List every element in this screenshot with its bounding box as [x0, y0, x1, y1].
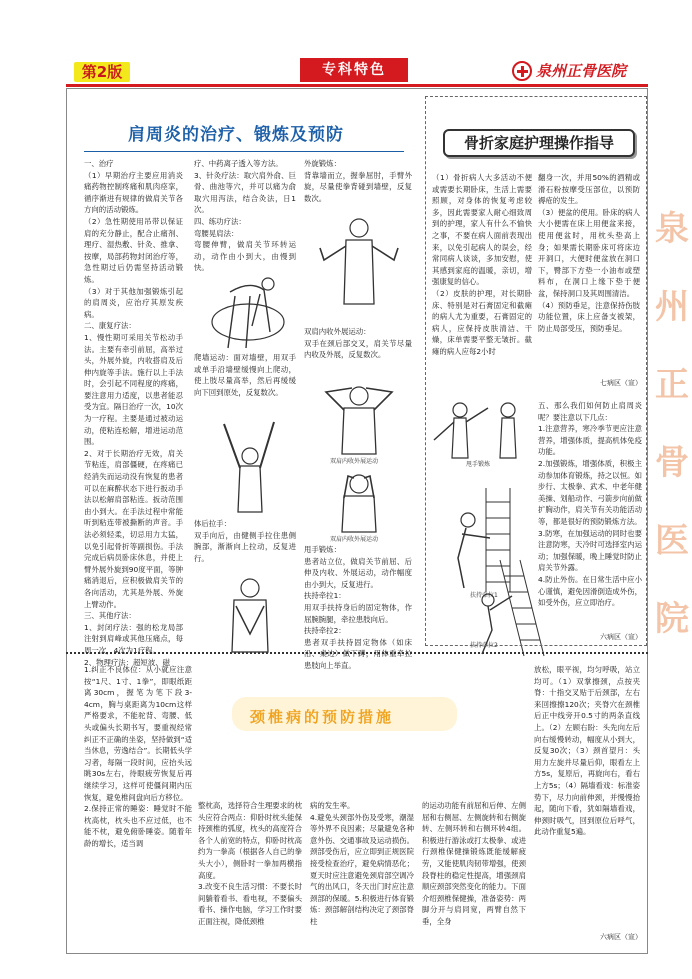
figure-external-rotation: [314, 214, 404, 304]
article1-col3c: 甩手锻炼： 患者站立位，做肩关节前屈、后伸及内收、外展运动，动作幅度由小到大，反复进行。 扶持牵拉1： 用双手扶持身后的固定物体，作屈腕腕腿，牵拉患肢向后。 扶持牵拉2： 患者双手扶持固定物体（如床沿、桌边）做下蹲，用体重牵拉患肢向上举直。: [304, 545, 412, 670]
hospital-logo: 泉州正骨医院: [536, 62, 627, 80]
article3-col3: 病的发生率。 4.避免头颈部外伤及受寒，潮湿等外界不良因素；尽量避免各种意外伤、交通事故及运动损伤。颈部受伤后，应立即到正规医院接受检查治疗，避免病情恶化；夏天时应注意避免颈肩部空调冷气的出风口，冬天出门时应注意颈部的保暖。5.积极进行体育锻炼：颈部解剖结构决定了颈部脊柱: [310, 801, 414, 926]
article2-signature: 七病区（宣）: [600, 379, 642, 387]
article1-title-rule: [84, 151, 404, 152]
caption-arm-swing: 甩手锻炼: [466, 461, 491, 468]
edition-badge: 第2版: [74, 62, 130, 82]
caption-bar-pull-2: 扶持牵拉2: [470, 642, 498, 649]
caption-adduction-2: 双肩内收外展运动: [330, 536, 379, 543]
red-cross-icon: [512, 61, 532, 81]
article3-col1: 1.纠正不良体位：从小就应注意按“1尺、1寸、1拳”，即眼纸距离30cm，握笔为笔下段3-4cm，胸与桌距离为10cm这样严格要求，不能驼背、弯腰、低头或偏头长期书写，要重视经常纠正不正确的坐姿，坚持做到“适当休息，劳逸结合”。长期低头学习者，每隔一段时间，应抬头远眺30s左右，待眼疲劳恢复后再继续学习，这样可使僵间期内压恢复，避免椎间盘向后方移位。 2.保持正常的睡姿：睡觉时不能枕高枕，枕头也不应过低，也不能不枕，避免俯卧睡姿。随着年龄的增长，适当调: [84, 665, 192, 848]
article1-signature: 六病区（宣）: [600, 633, 642, 641]
article2-title: 骨折家庭护理操作指导: [443, 129, 635, 157]
figure-shoulder-adduction-1: [314, 372, 404, 454]
article1-prevention: 五、那么我们如何防止肩周炎呢？要注意以下几点： 1.注意营养，寒冷季节更应注意营养，增强体质，提高机体免疫功能。 2.加强锻炼，增强体质，积极主动参加体育锻炼，持之以恒。如步行、太极拳、武术、中老年健美操、划船动作、弓箭步向前做扩胸动作，肩关节有关功能活动等，都是很好的预防锻炼方法。 3.防寒，在加强运动的同时也要注意防寒，天冷时可选择室内运动；加强保暖，晚上睡觉时防止肩关节外露。 4.防止外伤。在日常生活中应小心谨慎，避免因滑倒造成外伤，如受外伤，应立即治疗。: [538, 401, 642, 608]
section-divider: [66, 652, 648, 660]
section-banner: 专科特色: [300, 58, 408, 82]
article3-col4: 的运动功能有前屈和后伸、左侧屈和右侧屈、左侧旋转和右侧旋转、左侧环转和右侧环转4组。积极进行游泳或打太极拳、或进行颈椎保健操锻炼既能缓解疲劳，又能使肌肉韧带增强，使颈段脊柱的稳定性提高，增强颈肩顺应颈部突然变化的能力。下面介绍颈椎保健操，准备姿势：两脚分开与肩同宽，两臂自然下垂，全身: [422, 801, 526, 926]
caption-bar-pull-1: 扶持牵拉1: [470, 592, 498, 599]
caption-adduction-1: 双肩内收外展运动: [330, 458, 379, 465]
article3-col2: 整枕高，选择符合生理要求的枕头应符合两点：仰卧时枕头能保持颈椎的弧度，枕头的高度符合各个人前宽的特点，仰卧时枕高约为一拳高（根据各人自己的拳头大小），侧卧时一拳加两横指高度。 3.改变不良生活习惯：不要长时间躺着看书、看电视，不要偏头看书、操作电脑，学习工作时要正面注视，降低颈椎: [198, 801, 302, 926]
figure-wall-climb: [210, 420, 290, 516]
figure-back-pull: [210, 576, 290, 652]
figure-shoulder-adduction-2: [314, 466, 404, 532]
article1-col3a: 外旋锻炼： 背靠墙而立，握拳屈肘，手臂外旋，尽量使拳背碰到墙壁，反复数次。: [304, 159, 412, 203]
article1-col3b: 双肩内收外展运动： 双手在颈后部交叉，肩关节尽量内收及外展，反复数次。: [304, 327, 412, 360]
article1-title: 肩周炎的治疗、锻炼及预防: [128, 125, 344, 145]
article1-col1: 一、治疗 （1）早期治疗主要应用消炎痛药物控制疼痛和肌肉痉挛，循序渐进有规律的做肩关节各方向的活动锻炼。 （2）急性期使用吊带以保证肩的充分静止，配合止痛剂、理疗、湿热敷、针灸、推拿、按摩，局部药物封闭治疗等，急性期过后仍需坚持活动锻炼。 （3）对于其他加强锻炼引起的肩周炎，应治疗其原发疾病。 二、康复疗法： 1、慢性期可采用关节松动手法。主要有牵引前屈，高举过头，外展外旋，内收搭肩及后伸内旋等手法。施行以上手法时，会引起不同程度的疼痛，要注意用力适度，以患者能忍受为宜。隔日治疗一次，10次为一疗程。主要是通过被动运动，使粘连松解，增进运动范围。 2、对于长期治疗无效，肩关节粘连，肩部僵硬，在疼痛已经消失而运动没有恢复的患者可以在麻醉状态下进行扳动手法以松解肩部粘连。扳动范围由小到大。在手法过程中常能听到粘连带被撕断的声音。手法必须轻柔，切忌用力太猛，以免引起骨折等副损伤。手法完成后病员卧床休息，并使上臂外展外旋到90度平面，等肿痛消退后，应积极做肩关节的各向活动，尤其是外展、外旋上臂动作。 三、其他疗法： 1、封闭疗法：强的松龙局部注射到肩峰或其他压痛点，每周一次，4次为1疗程。 2、物理疗法：超短波、磁: [84, 159, 183, 667]
article2-col1: （1）骨折病人大多活动不便或需要长期卧床，生活上需要照顾，对身体的恢复考虑较多，因此需要家人耐心细致周到的护理，家人有什么不愉快之事，不要在病人面前表现出来，以免引起病人的误会，经常同病人谈谈，多加安慰，使其感到家庭的温暖，亲切，增强康复的信心。 （2）皮肤的护理，对长期卧床、特别是对石膏固定和截瘫的病人尤为重要，石膏固定的病人，应保持皮肤清洁、干燥，床单需要平整无皱折。截瘫的病人应每2小时: [432, 173, 532, 356]
article1-col2c: 体后拉手： 双手向后，由健侧手拉住患侧腕部，渐渐向上拉动，反复进行。: [194, 519, 296, 563]
header-rule: [66, 84, 648, 87]
right-edge-decoration: 泉州正骨医院: [655, 209, 689, 639]
article1-col2b: 爬墙运动：面对墙壁，用双手或单手沿墙壁缓慢向上爬动，使上肢尽量高举，然后再缓缓向下回到原处，反复数次。: [194, 353, 296, 397]
article3-signature: 六病区（宣）: [600, 933, 642, 941]
article2-col2: 翻身一次，并用50%的酒精或滑石粉按摩受压部位，以预防褥疮的发生。 （3）便盆的使用。卧床的病人大小便需在床上用便盆来接，使用便盆时，用枕头垫高上身；如果需长期卧床可将床边开洞口，大便时便盆放在洞口下，臀部下方垫一小油布或塑料布，在洞口上缘下垫于便盆，保持洞口及其周围清洁。 （4）预防垂足，注意保持伤肢功能位置，床上应备支被架，防止局部受压，预防垂足。: [538, 173, 640, 333]
figure-bend-swing: [200, 262, 296, 350]
article3-title: 颈椎病的预防措施: [250, 708, 395, 726]
article3-col5: 放松，眼平视，均匀呼吸，站立均可。（1）双掌擦颈，点按夹脊：十指交叉贴于后颈部，左右来回擦擦120次；夹脊穴在颈椎后正中线旁开0.5寸的两条直线上。（2）左顾右盼：头先向左后向右缓慢转动，幅度从小到大，反复30次；（3）颈首望月：头用力左旋并尽量后仰，眼看左上方5s，复原后，再旋向右，看右上方5s；（4）隔墙看戏：标准姿势下，尽力向前伸颈，并慢慢抬起，随向下看，犹如隔墙看戏，伸颈时吸气，回到原位后呼气，此动作重复5遍。: [534, 665, 640, 837]
article1-col2: 疗、中药离子透入等方法。 3、针灸疗法：取穴肩外俞、巨骨、曲池等穴，并可以痛为俞取穴用泻法，结合灸法，日1次。 四、练功疗法： 弯腰晃肩法： 弯腰伸臂，做肩关节环转运动，动作由小到大，由慢到快。: [194, 159, 296, 273]
